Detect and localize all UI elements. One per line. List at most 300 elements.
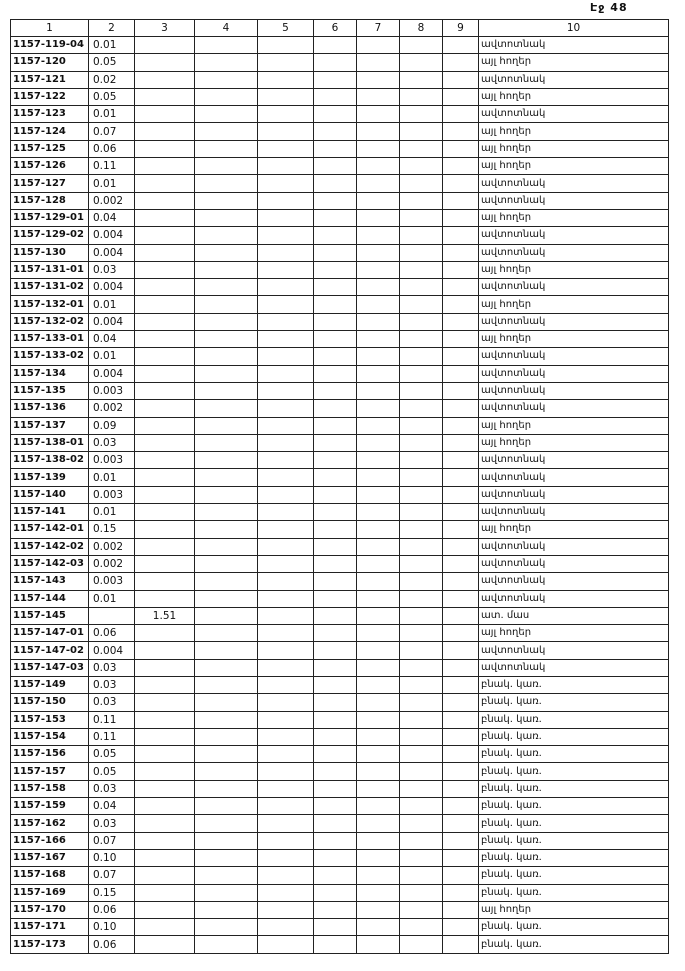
empty-cell (357, 573, 400, 590)
table-row (11, 382, 669, 399)
table-row (11, 296, 669, 313)
land-type-cell: այլ հողեր (479, 54, 669, 71)
area-cell: 0.004 (89, 279, 135, 296)
land-type-cell: այլ հողեր (479, 158, 669, 175)
empty-cell (195, 313, 258, 330)
empty-cell (357, 37, 400, 54)
empty-cell (314, 867, 357, 884)
empty-cell (357, 901, 400, 918)
empty-cell (314, 417, 357, 434)
empty-cell (314, 244, 357, 261)
land-type-cell: բնակ. կառ. (479, 849, 669, 866)
empty-cell (195, 625, 258, 642)
empty-cell (400, 555, 443, 572)
col3-cell (135, 313, 195, 330)
empty-cell (258, 348, 314, 365)
empty-cell (443, 780, 479, 797)
area-cell: 0.002 (89, 555, 135, 572)
empty-cell (357, 849, 400, 866)
area-cell: 0.05 (89, 763, 135, 780)
empty-cell (314, 331, 357, 348)
area-cell: 0.01 (89, 296, 135, 313)
col3-cell (135, 676, 195, 693)
table-row (11, 763, 669, 780)
area-cell: 0.003 (89, 382, 135, 399)
empty-cell (400, 209, 443, 226)
empty-cell (400, 936, 443, 953)
area-cell: 0.01 (89, 37, 135, 54)
area-cell: 0.09 (89, 417, 135, 434)
empty-cell (314, 348, 357, 365)
area-cell: 0.04 (89, 798, 135, 815)
empty-cell (258, 400, 314, 417)
parcel-id-cell: 1157-143 (11, 573, 89, 590)
empty-cell (400, 625, 443, 642)
empty-cell (400, 728, 443, 745)
empty-cell (400, 676, 443, 693)
parcel-id-cell: 1157-142-03 (11, 555, 89, 572)
empty-cell (195, 642, 258, 659)
table-row (11, 867, 669, 884)
empty-cell (400, 365, 443, 382)
parcel-id-cell: 1157-142-02 (11, 538, 89, 555)
land-type-cell: ավտոտնակ (479, 365, 669, 382)
table-row (11, 140, 669, 157)
empty-cell (400, 37, 443, 54)
land-register-table (10, 19, 669, 954)
empty-cell (443, 158, 479, 175)
empty-cell (443, 209, 479, 226)
empty-cell (443, 659, 479, 676)
column-header: 4 (195, 20, 258, 37)
area-cell: 0.07 (89, 867, 135, 884)
land-type-cell: բնակ. կառ. (479, 746, 669, 763)
empty-cell (258, 296, 314, 313)
empty-cell (357, 780, 400, 797)
area-cell: 0.03 (89, 434, 135, 451)
col3-cell (135, 901, 195, 918)
empty-cell (443, 849, 479, 866)
empty-cell (195, 521, 258, 538)
table-row (11, 694, 669, 711)
empty-cell (258, 209, 314, 226)
empty-cell (314, 192, 357, 209)
table-row (11, 746, 669, 763)
empty-cell (314, 88, 357, 105)
table-row (11, 555, 669, 572)
empty-cell (195, 175, 258, 192)
table-row (11, 434, 669, 451)
table-row (11, 469, 669, 486)
empty-cell (195, 452, 258, 469)
empty-cell (258, 106, 314, 123)
land-type-cell: ավտոտնակ (479, 227, 669, 244)
empty-cell (195, 209, 258, 226)
empty-cell (400, 123, 443, 140)
empty-cell (314, 400, 357, 417)
empty-cell (314, 780, 357, 797)
empty-cell (258, 746, 314, 763)
empty-cell (443, 538, 479, 555)
area-cell (89, 607, 135, 624)
empty-cell (357, 486, 400, 503)
empty-cell (357, 123, 400, 140)
area-cell: 0.002 (89, 538, 135, 555)
empty-cell (314, 140, 357, 157)
empty-cell (400, 780, 443, 797)
col3-cell (135, 469, 195, 486)
empty-cell (400, 521, 443, 538)
empty-cell (400, 71, 443, 88)
empty-cell (195, 227, 258, 244)
empty-cell (400, 590, 443, 607)
table-row (11, 607, 669, 624)
empty-cell (195, 746, 258, 763)
empty-cell (314, 261, 357, 278)
column-header: 1 (11, 20, 89, 37)
empty-cell (258, 867, 314, 884)
col3-cell (135, 798, 195, 815)
empty-cell (357, 88, 400, 105)
empty-cell (357, 607, 400, 624)
table-row (11, 676, 669, 693)
empty-cell (443, 417, 479, 434)
empty-cell (443, 936, 479, 953)
empty-cell (258, 365, 314, 382)
area-cell: 0.03 (89, 815, 135, 832)
table-row (11, 313, 669, 330)
empty-cell (443, 400, 479, 417)
empty-cell (195, 37, 258, 54)
empty-cell (400, 746, 443, 763)
parcel-id-cell: 1157-126 (11, 158, 89, 175)
parcel-id-cell: 1157-149 (11, 676, 89, 693)
empty-cell (400, 417, 443, 434)
empty-cell (314, 607, 357, 624)
empty-cell (314, 158, 357, 175)
empty-cell (258, 123, 314, 140)
area-cell: 0.11 (89, 728, 135, 745)
land-type-cell: այլ հողեր (479, 417, 669, 434)
empty-cell (195, 607, 258, 624)
empty-cell (314, 54, 357, 71)
empty-cell (400, 607, 443, 624)
empty-cell (400, 538, 443, 555)
area-cell: 0.11 (89, 158, 135, 175)
empty-cell (443, 815, 479, 832)
empty-cell (400, 192, 443, 209)
col3-cell (135, 555, 195, 572)
area-cell: 0.004 (89, 642, 135, 659)
empty-cell (195, 780, 258, 797)
empty-cell (443, 901, 479, 918)
land-type-cell: այլ հողեր (479, 123, 669, 140)
empty-cell (195, 279, 258, 296)
area-cell: 0.04 (89, 209, 135, 226)
area-cell: 0.004 (89, 227, 135, 244)
table-row (11, 573, 669, 590)
empty-cell (443, 642, 479, 659)
land-type-cell: ավտոտնակ (479, 106, 669, 123)
land-type-cell: բնակ. կառ. (479, 676, 669, 693)
parcel-id-cell: 1157-141 (11, 504, 89, 521)
empty-cell (258, 642, 314, 659)
empty-cell (258, 625, 314, 642)
empty-cell (314, 296, 357, 313)
empty-cell (400, 901, 443, 918)
area-cell: 0.10 (89, 849, 135, 866)
parcel-id-cell: 1157-140 (11, 486, 89, 503)
area-cell: 0.07 (89, 832, 135, 849)
parcel-id-cell: 1157-170 (11, 901, 89, 918)
empty-cell (314, 625, 357, 642)
land-type-cell: ավտոտնակ (479, 71, 669, 88)
empty-cell (195, 261, 258, 278)
empty-cell (195, 88, 258, 105)
empty-cell (195, 469, 258, 486)
table-row (11, 504, 669, 521)
col3-cell (135, 884, 195, 901)
col3-cell (135, 88, 195, 105)
empty-cell (314, 175, 357, 192)
parcel-id-cell: 1157-133-02 (11, 348, 89, 365)
empty-cell (258, 832, 314, 849)
area-cell: 0.06 (89, 625, 135, 642)
empty-cell (400, 348, 443, 365)
land-type-cell: այլ հողեր (479, 140, 669, 157)
empty-cell (195, 348, 258, 365)
parcel-id-cell: 1157-153 (11, 711, 89, 728)
empty-cell (443, 746, 479, 763)
parcel-id-cell: 1157-159 (11, 798, 89, 815)
land-type-cell: այլ հողեր (479, 901, 669, 918)
empty-cell (400, 88, 443, 105)
col3-cell (135, 192, 195, 209)
empty-cell (258, 590, 314, 607)
area-cell: 0.03 (89, 261, 135, 278)
col3-cell (135, 382, 195, 399)
table-row (11, 486, 669, 503)
col3-cell (135, 711, 195, 728)
empty-cell (357, 469, 400, 486)
land-type-cell: ավտոտնակ (479, 555, 669, 572)
empty-cell (443, 331, 479, 348)
empty-cell (357, 590, 400, 607)
area-cell: 0.002 (89, 192, 135, 209)
empty-cell (357, 71, 400, 88)
col3-cell (135, 694, 195, 711)
parcel-id-cell: 1157-138-01 (11, 434, 89, 451)
empty-cell (443, 763, 479, 780)
land-type-cell: այլ հողեր (479, 261, 669, 278)
col3-cell (135, 936, 195, 953)
land-type-cell: ավտոտնակ (479, 642, 669, 659)
col3-cell (135, 279, 195, 296)
empty-cell (314, 313, 357, 330)
table-row (11, 711, 669, 728)
table-row (11, 728, 669, 745)
empty-cell (443, 365, 479, 382)
empty-cell (400, 919, 443, 936)
empty-cell (314, 763, 357, 780)
empty-cell (258, 607, 314, 624)
empty-cell (314, 521, 357, 538)
parcel-id-cell: 1157-133-01 (11, 331, 89, 348)
empty-cell (195, 538, 258, 555)
empty-cell (314, 227, 357, 244)
area-cell: 0.15 (89, 884, 135, 901)
land-type-cell: ավտոտնակ (479, 244, 669, 261)
empty-cell (400, 227, 443, 244)
table-row (11, 901, 669, 918)
parcel-id-cell: 1157-150 (11, 694, 89, 711)
column-header: 8 (400, 20, 443, 37)
area-cell: 0.04 (89, 331, 135, 348)
parcel-id-cell: 1157-142-01 (11, 521, 89, 538)
col3-cell (135, 365, 195, 382)
area-cell: 0.02 (89, 71, 135, 88)
parcel-id-cell: 1157-132-02 (11, 313, 89, 330)
table-row (11, 849, 669, 866)
empty-cell (258, 763, 314, 780)
col3-cell (135, 123, 195, 140)
parcel-id-cell: 1157-139 (11, 469, 89, 486)
empty-cell (195, 244, 258, 261)
empty-cell (443, 607, 479, 624)
empty-cell (400, 382, 443, 399)
col3-cell (135, 642, 195, 659)
area-cell: 0.06 (89, 936, 135, 953)
land-type-cell: բնակ. կառ. (479, 936, 669, 953)
empty-cell (400, 573, 443, 590)
empty-cell (443, 37, 479, 54)
land-type-cell: բնակ. կառ. (479, 815, 669, 832)
parcel-id-cell: 1157-144 (11, 590, 89, 607)
empty-cell (314, 676, 357, 693)
empty-cell (443, 88, 479, 105)
empty-cell (314, 711, 357, 728)
empty-cell (258, 555, 314, 572)
empty-cell (400, 659, 443, 676)
parcel-id-cell: 1157-135 (11, 382, 89, 399)
empty-cell (357, 936, 400, 953)
col3-cell (135, 780, 195, 797)
land-type-cell: ավտոտնակ (479, 486, 669, 503)
empty-cell (443, 71, 479, 88)
empty-cell (443, 555, 479, 572)
empty-cell (314, 694, 357, 711)
empty-cell (400, 261, 443, 278)
empty-cell (357, 521, 400, 538)
parcel-id-cell: 1157-131-01 (11, 261, 89, 278)
empty-cell (357, 331, 400, 348)
empty-cell (258, 37, 314, 54)
parcel-id-cell: 1157-162 (11, 815, 89, 832)
area-cell: 0.05 (89, 54, 135, 71)
area-cell: 0.03 (89, 659, 135, 676)
empty-cell (195, 763, 258, 780)
empty-cell (195, 365, 258, 382)
land-type-cell: բնակ. կառ. (479, 884, 669, 901)
table-row (11, 659, 669, 676)
empty-cell (443, 313, 479, 330)
empty-cell (195, 417, 258, 434)
land-type-cell: բնակ. կառ. (479, 763, 669, 780)
empty-cell (400, 469, 443, 486)
empty-cell (195, 486, 258, 503)
empty-cell (258, 504, 314, 521)
area-cell: 0.004 (89, 313, 135, 330)
table-row (11, 538, 669, 555)
empty-cell (258, 88, 314, 105)
land-type-cell: ավտոտնակ (479, 573, 669, 590)
empty-cell (314, 573, 357, 590)
area-cell: 0.11 (89, 711, 135, 728)
empty-cell (400, 867, 443, 884)
land-type-cell: այլ հողեր (479, 521, 669, 538)
empty-cell (400, 106, 443, 123)
empty-cell (357, 365, 400, 382)
table-row (11, 331, 669, 348)
parcel-id-cell: 1157-124 (11, 123, 89, 140)
col3-cell (135, 452, 195, 469)
empty-cell (195, 296, 258, 313)
empty-cell (357, 400, 400, 417)
empty-cell (258, 71, 314, 88)
empty-cell (357, 694, 400, 711)
empty-cell (443, 590, 479, 607)
table-row (11, 400, 669, 417)
table-row (11, 884, 669, 901)
empty-cell (400, 642, 443, 659)
parcel-id-cell: 1157-136 (11, 400, 89, 417)
area-cell: 0.03 (89, 694, 135, 711)
parcel-id-cell: 1157-128 (11, 192, 89, 209)
empty-cell (357, 815, 400, 832)
area-cell: 0.05 (89, 88, 135, 105)
empty-cell (357, 106, 400, 123)
empty-cell (443, 573, 479, 590)
table-row (11, 209, 669, 226)
empty-cell (314, 901, 357, 918)
area-cell: 0.003 (89, 452, 135, 469)
area-cell: 0.003 (89, 573, 135, 590)
empty-cell (400, 296, 443, 313)
empty-cell (258, 331, 314, 348)
empty-cell (443, 504, 479, 521)
area-cell: 0.10 (89, 919, 135, 936)
table-row (11, 348, 669, 365)
empty-cell (443, 106, 479, 123)
empty-cell (314, 798, 357, 815)
parcel-id-cell: 1157-137 (11, 417, 89, 434)
table-row (11, 452, 669, 469)
area-cell: 0.01 (89, 175, 135, 192)
col3-cell (135, 71, 195, 88)
col3-cell (135, 849, 195, 866)
empty-cell (400, 400, 443, 417)
empty-cell (400, 54, 443, 71)
empty-cell (195, 400, 258, 417)
empty-cell (258, 659, 314, 676)
col3-cell (135, 815, 195, 832)
page-number: Էջ 48 (590, 1, 628, 14)
col3-cell (135, 331, 195, 348)
empty-cell (443, 227, 479, 244)
column-header: 6 (314, 20, 357, 37)
empty-cell (400, 279, 443, 296)
empty-cell (357, 192, 400, 209)
